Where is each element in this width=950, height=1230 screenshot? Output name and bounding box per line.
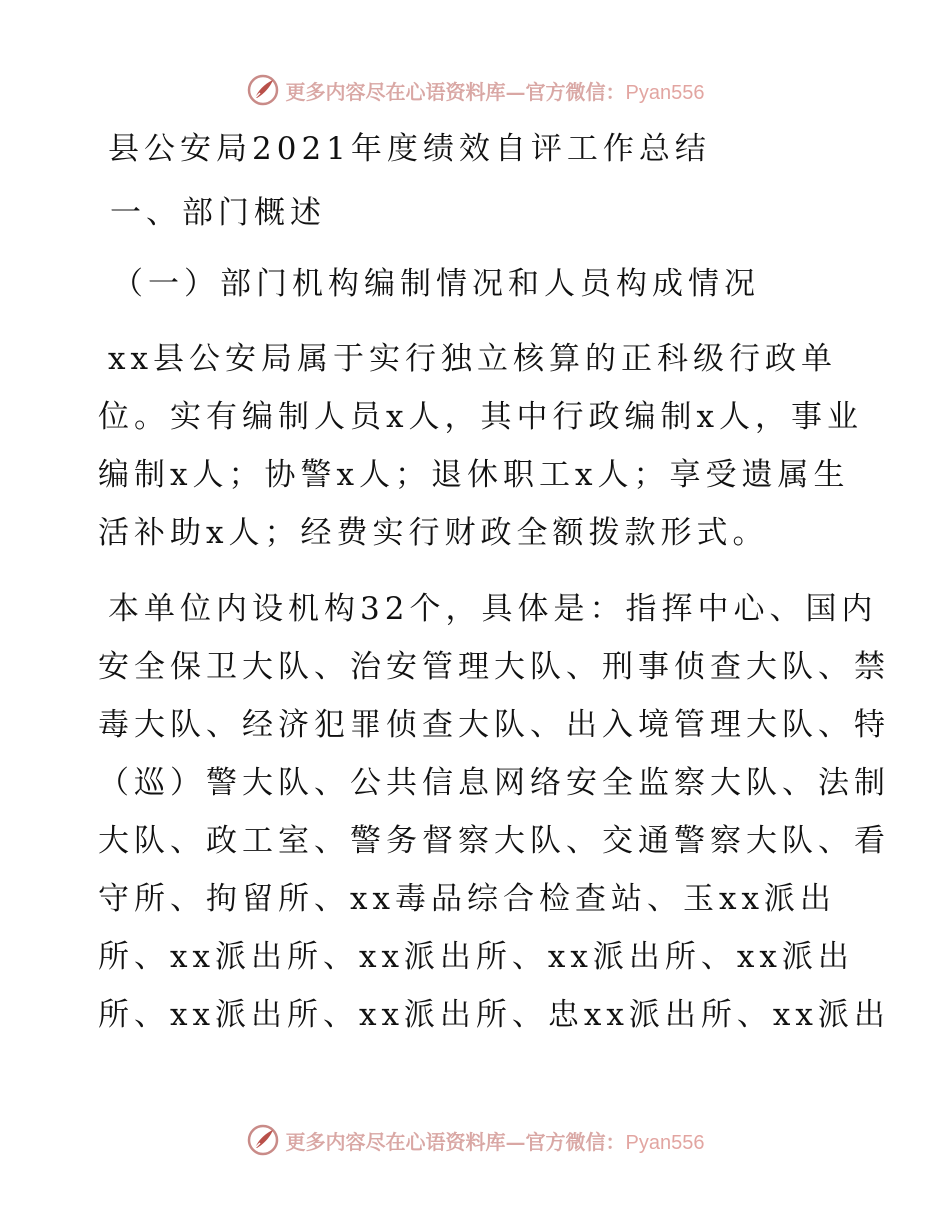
section-heading: 一、部门概述 — [110, 195, 326, 231]
watermark-banner — [246, 73, 705, 107]
paragraph-line: xx县公安局属于实行独立核算的正科级行政单 — [108, 341, 837, 377]
paragraph-line: 编制x人；协警x人；退休职工x人；享受遗属生 — [98, 457, 850, 493]
paragraph-line: 安全保卫大队、治安管理大队、刑事侦查大队、禁 — [98, 649, 890, 685]
paragraph-line: 所、xx派出所、xx派出所、忠xx派出所、xx派出 — [98, 997, 890, 1033]
paragraph-line: 毒大队、经济犯罪侦查大队、出入境管理大队、特 — [98, 707, 890, 743]
paragraph-line: 守所、拘留所、xx毒品综合检查站、玉xx派出 — [98, 881, 836, 917]
paragraph-line: 所、xx派出所、xx派出所、xx派出所、xx派出 — [98, 939, 854, 975]
subsection-heading: （一）部门机构编制情况和人员构成情况 — [112, 266, 760, 302]
paragraph-departments — [98, 580, 890, 1044]
quill-logo-icon — [246, 1123, 280, 1157]
watermark-header — [0, 70, 950, 110]
watermark-footer — [0, 1120, 950, 1160]
watermark-banner — [246, 1123, 705, 1157]
quill-logo-icon — [246, 73, 280, 107]
watermark-text: 更多内容尽在心语资料库—官方微信：Pyan556 — [285, 79, 705, 104]
watermark-wechat-id: Pyan556 — [625, 81, 705, 104]
document-title: 县公安局2021年度绩效自评工作总结 — [108, 131, 711, 167]
paragraph-staffing — [98, 330, 863, 562]
document-body — [98, 124, 890, 1044]
watermark-wechat-id: Pyan556 — [625, 1131, 705, 1154]
paragraph-line: 大队、政工室、警务督察大队、交通警察大队、看 — [98, 823, 890, 859]
paragraph-line: 本单位内设机构32个，具体是：指挥中心、国内 — [108, 591, 878, 627]
watermark-text: 更多内容尽在心语资料库—官方微信：Pyan556 — [285, 1129, 705, 1154]
paragraph-line: 位。实有编制人员x人，其中行政编制x人，事业 — [98, 399, 863, 435]
paragraph-line: （巡）警大队、公共信息网络安全监察大队、法制 — [98, 765, 890, 801]
paragraph-line: 活补助x人；经费实行财政全额拨款形式。 — [98, 515, 769, 551]
